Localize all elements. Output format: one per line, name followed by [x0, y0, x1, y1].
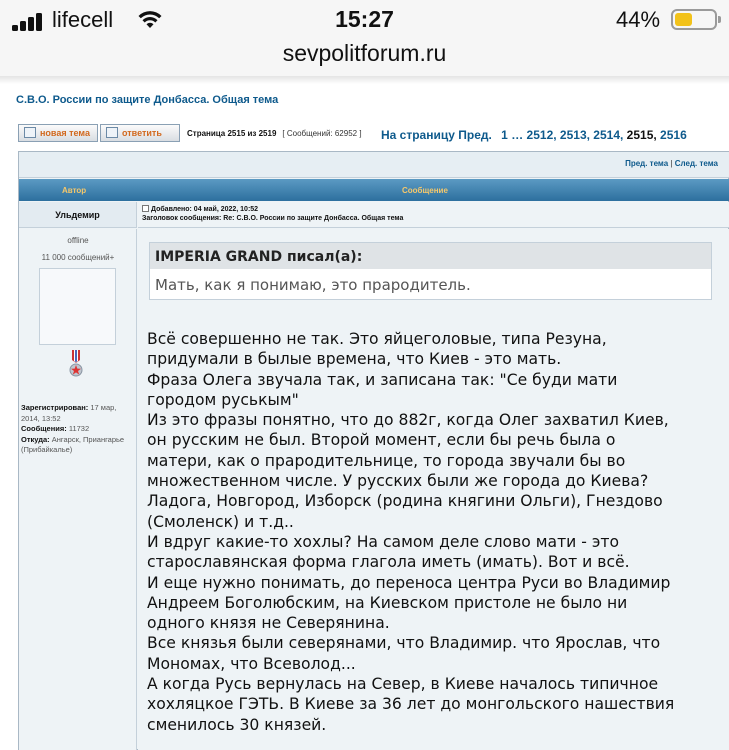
- page-link[interactable]: 2513,: [559, 128, 590, 142]
- post-line: И вдруг какие-то хохлы? На самом деле слово мати - это: [147, 532, 620, 551]
- pagination-label[interactable]: На страницу Пред.: [381, 128, 492, 142]
- quote-header: IMPERIA GRAND писал(а):: [150, 243, 711, 269]
- clock: 15:27: [335, 6, 394, 32]
- post-line: Мономах, что Всеволод...: [147, 654, 356, 673]
- post-subject: Заголовок сообщения: Re: С.В.О. России по защите Донбасса. Общая тема: [142, 215, 404, 222]
- post-line: старославянская форма глагола иметь (имать). Вот и всё.: [147, 553, 630, 572]
- messages-count: [ Сообщений: 62952 ]: [282, 129, 362, 138]
- page-info: [187, 129, 362, 138]
- reply-label: ответить: [122, 128, 162, 138]
- topic-title-link[interactable]: С.В.О. России по защите Донбасса. Общая тема: [16, 94, 279, 106]
- prev-topic-link[interactable]: Пред. тема: [625, 159, 669, 168]
- author-column-header: Автор: [62, 186, 87, 195]
- post-line: Ладога, Новгород, Изборск (родина княгини Ольги), Гнездово: [147, 492, 663, 511]
- messages-value: 11732: [68, 424, 90, 433]
- messages-label: Сообщения:: [21, 424, 67, 433]
- topic-nav-bar: [19, 152, 729, 178]
- online-status: offline: [67, 236, 89, 245]
- quote-text: Мать, как я понимаю, это прародитель.: [155, 276, 471, 294]
- current-page: 2515,: [626, 128, 657, 142]
- post-line: одного князя не Северянина.: [147, 614, 390, 633]
- post-line: сменилось 30 князей.: [147, 715, 327, 734]
- post-date: Добавлено: 04 май, 2022, 10:52: [151, 206, 259, 213]
- post-line: хохляцкое ГЭТЬ. В Киеве за 36 лет до монгольского нашествия: [147, 695, 675, 714]
- page-link[interactable]: 1: [501, 128, 508, 142]
- author-details: [21, 403, 135, 456]
- new-topic-button[interactable]: [18, 124, 98, 142]
- post-line: он русским не был. Второй момент, если бы речь была о: [147, 431, 616, 450]
- post-line: (Смоленск) и т.д..: [147, 512, 294, 531]
- address-bar[interactable]: [0, 36, 729, 80]
- registered-label: Зарегистрирован:: [21, 403, 89, 412]
- url-text: sevpolitforum.ru: [282, 40, 447, 66]
- page-link[interactable]: 2514,: [593, 128, 624, 142]
- table-header: [19, 179, 729, 201]
- next-topic-link[interactable]: След. тема: [674, 159, 718, 168]
- post-content: [138, 229, 729, 750]
- post-table: [18, 151, 729, 750]
- post-link-icon[interactable]: [142, 205, 149, 212]
- post-body: [147, 329, 727, 735]
- post-author[interactable]: [19, 202, 137, 228]
- post-meta: [138, 202, 729, 228]
- author-name[interactable]: Ульдемир: [55, 210, 100, 220]
- post-line: придумали в былые времена, что Киев - это мать.: [147, 350, 562, 369]
- page-counter: Страница 2515 из 2519: [187, 129, 277, 138]
- author-rank: 11 000 сообщений+: [41, 253, 115, 262]
- post-line: Все князья были северянами, что Владимир. что Ярослав, что: [147, 634, 661, 653]
- battery-percent: 44%: [616, 7, 661, 32]
- location-label: Откуда:: [21, 434, 50, 444]
- post-line: Всё совершенно не так. Это яйцеголовые, типа Резуна,: [147, 330, 607, 348]
- carrier-name: lifecell: [52, 7, 114, 32]
- battery-fill: [675, 13, 692, 26]
- post-line: множественном числе. У русских были же города до Киева?: [147, 472, 649, 491]
- page-ellipsis: …: [511, 128, 524, 142]
- quote-block: [149, 242, 712, 300]
- nav-separator: |: [670, 159, 673, 168]
- page-link[interactable]: 2516: [660, 128, 687, 142]
- post-line: городом руськым": [147, 390, 299, 409]
- post-line: Из это фразы понятно, что до 882г, когда Олег захватил Киев,: [147, 411, 669, 430]
- new-topic-label: новая тема: [40, 128, 90, 138]
- avatar: [39, 268, 116, 345]
- post-line: И еще нужно понимать, до переноса центра Руси во Владимир: [147, 573, 671, 592]
- post-line: Андреем Боголюбским, на Киевском пристоле не было ни: [147, 593, 628, 612]
- post-line: матери, как о прародительнице, то города звучали бы во: [147, 451, 626, 470]
- reply-button[interactable]: [100, 124, 180, 142]
- post-line: Фраза Олега звучала так, и записана так: "Се буди мати: [147, 370, 618, 389]
- author-profile: [19, 229, 137, 750]
- pencil-icon: [106, 127, 118, 138]
- message-column-header: Сообщение: [402, 186, 448, 195]
- pagination: [381, 128, 687, 142]
- post-line: А когда Русь вернулась на Север, в Киеве началось типичное: [147, 675, 659, 694]
- medal-icon: [69, 350, 83, 378]
- location-value: Ангарск, Приангарье (Прибайкалье): [21, 434, 125, 454]
- page-link[interactable]: 2512,: [526, 128, 557, 142]
- document-icon: [24, 127, 36, 138]
- status-bar: [0, 0, 729, 40]
- registered-value: 17 мар, 2014, 13:52: [21, 403, 117, 423]
- battery-icon: [671, 9, 717, 30]
